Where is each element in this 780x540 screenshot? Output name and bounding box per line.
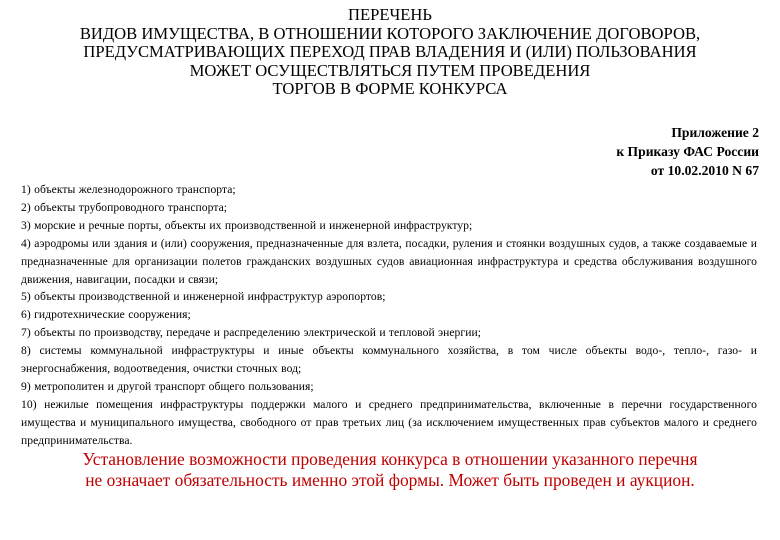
appendix-date: от 10.02.2010 N 67 [650,163,759,178]
property-types-list [21,181,757,450]
notice-line: не означает обязательность именно этой формы. Может быть проведен и аукцион. [85,469,695,490]
notice-text [0,449,780,490]
list-item: 2) объекты трубопроводного транспорта; [21,200,228,214]
appendix-number: Приложение 2 [671,125,759,140]
document-title [0,6,780,99]
title-line: ВИДОВ ИМУЩЕСТВА, В ОТНОШЕНИИ КОТОРОГО ЗАКЛЮЧЕНИЕ ДОГОВОРОВ, [79,23,701,43]
list-item: 5) объекты производственной и инженерной инфраструктур аэропортов; [21,290,386,304]
notice-line: Установление возможности проведения конкурса в отношении указанного перечня [82,449,698,469]
appendix-reference [616,123,759,180]
appendix-order: к Приказу ФАС России [616,144,759,159]
title-line: ПЕРЕЧЕНЬ [348,5,432,24]
title-line: ТОРГОВ В ФОРМЕ КОНКУРСА [272,79,508,99]
list-item: 4) аэродромы или здания и (или) сооружения, предназначенные для взлета, посадки, руления и стоянки воздушных судов, а также создаваемые и предназначенные для организации полетов гражданских воздушных судов авиационная инфраструктура и средства обслуживания воздушного движения, навигации, посадки и связи; [21,236,757,286]
list-item: 9) метрополитен и другой транспорт общего пользования; [21,379,314,393]
title-line: МОЖЕТ ОСУЩЕСТВЛЯТЬСЯ ПУТЕМ ПРОВЕДЕНИЯ [189,60,591,80]
list-item: 10) нежилые помещения инфраструктуры поддержки малого и среднего предпринимательства, включенные в перечни государственного имущества и муниципального имущества, свободного от прав третьих лиц (за исключением имущественных прав субъектов малого и среднего предпринимательства. [21,397,757,447]
list-item: 6) гидротехнические сооружения; [21,308,191,322]
list-item: 7) объекты по производству, передаче и распределению электрической и тепловой энергии; [21,326,481,340]
list-item: 8) системы коммунальной инфраструктуры и иные объекты коммунального хозяйства, в том числе объекты водо-, тепло-, газо- и энергоснабжения, водоотведения, очистки сточных вод; [21,344,757,376]
list-item: 3) морские и речные порты, объекты их производственной и инженерной инфраструктур; [21,218,473,232]
list-item: 1) объекты железнодорожного транспорта; [21,183,236,196]
title-line: ПРЕДУСМАТРИВАЮЩИХ ПЕРЕХОД ПРАВ ВЛАДЕНИЯ И (ИЛИ) ПОЛЬЗОВАНИЯ [83,42,697,62]
